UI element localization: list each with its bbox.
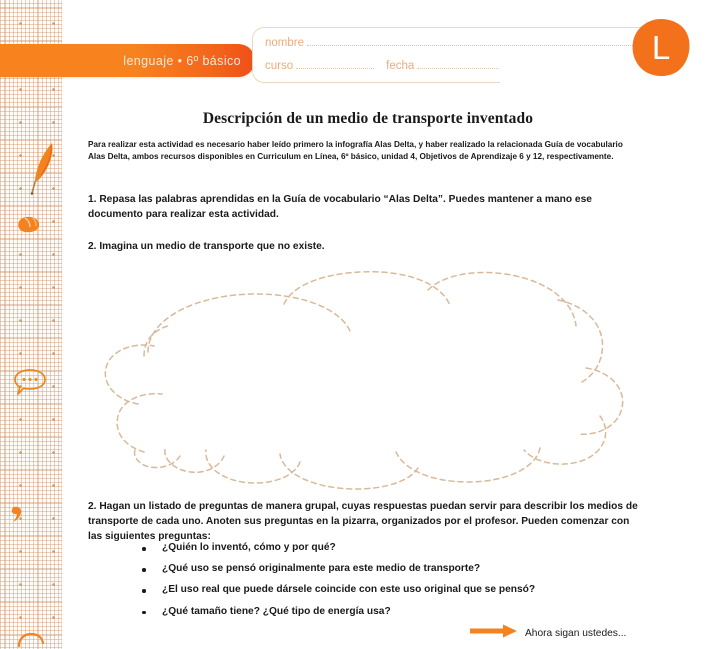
quill-pen-icon [30,140,56,201]
list-item: ¿Quién lo inventó, cómo y por qué? [140,543,640,553]
list-item: ¿Qué uso se pensó originalmente para este medio de transporte? [140,564,640,574]
inkwell-icon [14,212,44,239]
instruction-step-3: 2. Hagan un listado de preguntas de manera grupal, cuyas respuestas puedan servir para describir los medios de transporte de cada uno. Anoten sus preguntas en la pizarra, organizados por el profesor. Pueden comenzar con las siguientes preguntas: [88,501,638,542]
footer-note-text: Ahora sigan ustedes... [525,628,627,639]
comma-icon [10,505,24,530]
date-field-label: fecha [386,60,415,72]
subject-badge-letter: L [651,28,671,66]
intro-paragraph: Para realizar esta actividad es necesario haber leído primero la infografía Alas Delta, y haber realizado la relacionada Guía de vocabulario Alas Delta, ambos recursos disponibles en Curriculum en Línea, 6º básico, unidad 4, Objetivos de Aprendizaje 6 y 12, respectivamente. [88,140,623,161]
worksheet-content [88,0,648,649]
course-field-label: curso [265,60,294,72]
thought-cloud-drawing-area[interactable] [88,256,648,496]
footer-note [470,624,626,643]
list-item: ¿Qué tamaño tiene? ¿Qué tipo de energía usa? [140,607,640,617]
name-field-label: nombre [265,37,304,49]
grid-paper-background [0,0,62,649]
instruction-step-2: 2. Imagina un medio de transporte que no existe. [88,241,325,252]
list-item: ¿El uso real que puede dársele coincide con este uso original que se pensó? [140,585,640,595]
swirl-icon [16,632,46,649]
subject-banner-label: lenguaje • 6º básico [123,53,241,68]
speech-bubble-icon [12,368,48,403]
page-title: Descripción de un medio de transporte inventado [202,110,534,127]
instruction-step-1: 1. Repasa las palabras aprendidas en la Guía de vocabulario “Alas Delta”. Puedes mantener a mano ese documento para realizar esta actividad. [88,194,592,220]
arrow-right-icon [470,624,518,643]
question-list [140,543,640,628]
grid-column-divider [61,0,62,649]
